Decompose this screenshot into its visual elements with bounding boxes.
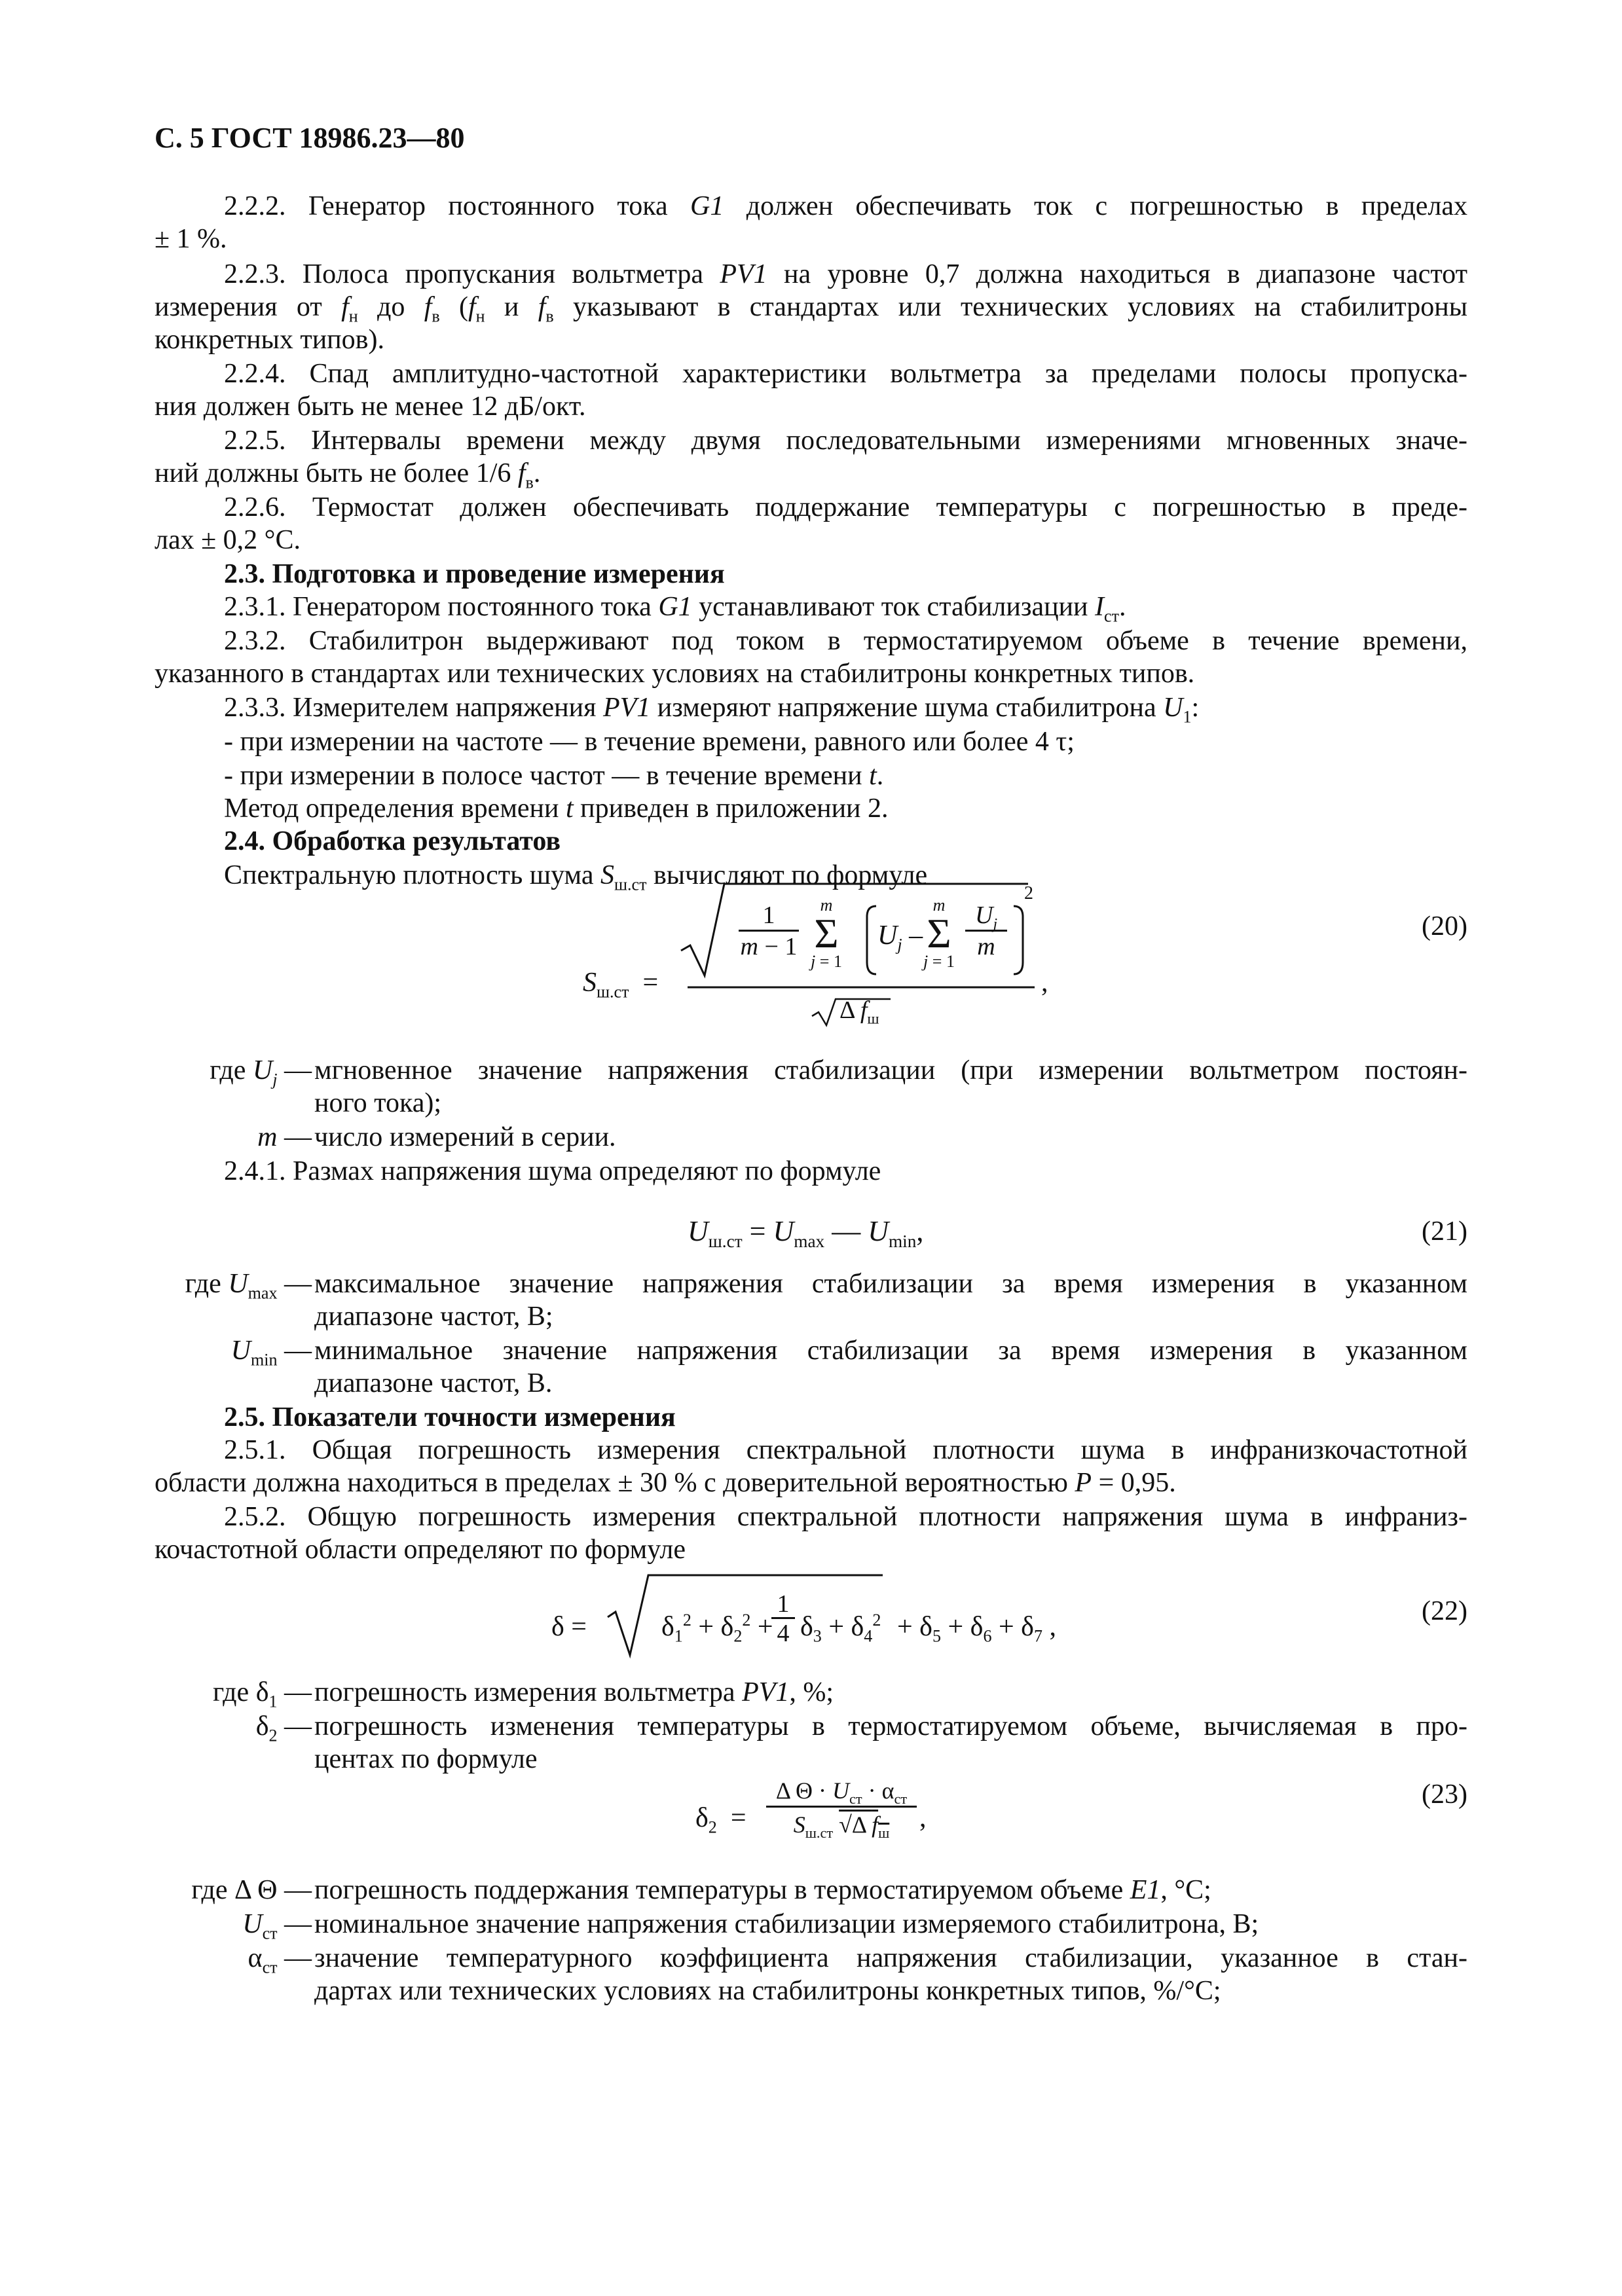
paragraph-2-3-2-line1: 2.3.2. Стабилитрон выдерживают под током в термостатируемом объеме в течение времени, xyxy=(224,626,1467,656)
term-umax: где $U_{max}$ — xyxy=(185,1269,312,1303)
paragraph-2-2-3-line2: измерения от $f_н$ до $f_в$ ($f_н$ и $f_в$ указывают в стандартах или технических условиях на стабилитроны xyxy=(155,292,1467,326)
section-heading-2-3: 2.3. Подготовка и проведение измерения xyxy=(224,559,725,589)
paragraph-2-2-5-line1: 2.2.5. Интервалы времени между двумя последовательными измерениями мгновенных значе- xyxy=(224,426,1467,456)
paragraph-2-2-4-line2: ния должен быть не менее 12 дБ/окт. xyxy=(155,392,586,422)
formula-20-uj-over-m: $U_j$ m xyxy=(965,901,1007,962)
paragraph-2-3-3: 2.3.3. Измерителем напряжения PV1 измеряют напряжение шума стабилитрона $U_1$: xyxy=(224,693,1200,727)
term-delta2-definition-line2: центах по формуле xyxy=(314,1744,538,1774)
formula-number-20: (20) xyxy=(1422,911,1467,941)
paragraph-2-2-6-line2: лах ± 0,2 °С. xyxy=(155,525,301,555)
formula-number-23: (23) xyxy=(1422,1779,1467,1810)
paragraph-2-2-2-line2: ± 1 %. xyxy=(155,224,227,254)
formula-20-one-over: 1 m − 1 xyxy=(739,901,799,962)
paragraph-method-note: Метод определения времени t приведен в приложении 2. xyxy=(224,793,889,824)
formula-23-lhs: $\delta_2$ = xyxy=(695,1803,746,1837)
term-delta1-definition: погрешность измерения вольтметра PV1, %; xyxy=(314,1677,834,1707)
paragraph-2-3-2-line2: указанного в стандартах или технических условиях на стабилитроны конкретных типов. xyxy=(155,659,1195,689)
paragraph-2-5-1-line1: 2.5.1. Общая погрешность измерения спектральной плотности шума в инфранизкочастотной xyxy=(224,1435,1467,1465)
term-umin-definition-line1: минимальное значение напряжения стабилизации за время измерения в указанном xyxy=(314,1336,1467,1366)
formula-20-sum-1: m Σ j = 1 xyxy=(811,896,842,971)
paragraph-2-2-4-line1: 2.2.4. Спад амплитудно-частотной характеристики вольтметра за пределами полосы пропуска- xyxy=(224,359,1467,389)
formula-22-lhs: δ = xyxy=(551,1612,587,1642)
formula-20-denominator: Δ $f_ш$ xyxy=(839,996,879,1028)
term-uj-definition-line2: ного тока); xyxy=(314,1088,442,1118)
term-uj: где $U_j$ — xyxy=(210,1055,312,1089)
paragraph-2-2-3-line1: 2.2.3. Полоса пропускания вольтметра PV1 на уровне 0,7 должна находиться в диапазоне частот xyxy=(224,259,1467,289)
paragraph-2-4-1: 2.4.1. Размах напряжения шума определяют по формуле xyxy=(224,1156,881,1186)
term-umax-definition-line1: максимальное значение напряжения стабилизации за время измерения в указанном xyxy=(314,1269,1467,1299)
term-delta2: $\delta_2$ — xyxy=(255,1711,312,1745)
page-header: С. 5 ГОСТ 18986.23—80 xyxy=(155,122,465,154)
formula-23-fraction: Δ $\Theta \cdot U_{ст} \cdot \alpha_{ст}$ $S_{ш.ст}$ √Δ $f_ш$ xyxy=(766,1776,917,1842)
paragraph-2-3-1: 2.3.1. Генератором постоянного тока G1 устанавливают ток стабилизации $I_{ст}$. xyxy=(224,592,1126,626)
term-alpha-definition-line1: значение температурного коэффициента напряжения стабилизации, указанное в стан- xyxy=(314,1943,1467,1973)
formula-20-uj: $U_j$ – xyxy=(877,920,923,955)
term-umin-definition-line2: диапазоне частот, В. xyxy=(314,1368,553,1398)
formula-22-radicand-a: $\delta_1^2 + \delta_2^2$ + xyxy=(661,1611,773,1646)
paragraph-2-2-2-line1: 2.2.2. Генератор постоянного тока G1 должен обеспечивать ток с погрешностью в пределах xyxy=(224,191,1468,221)
paragraph-2-4-intro: Спектральную плотность шума $S_{ш.ст}$ вычисляют по формуле xyxy=(224,860,928,894)
term-m-definition: число измерений в серии. xyxy=(314,1122,616,1152)
formula-21: $U_{ш.ст} = U_{max}$ — $U_{min}$, xyxy=(688,1215,924,1251)
term-uj-definition-line1: мгновенное значение напряжения стабилизации (при измерении вольтметром постоян- xyxy=(314,1055,1467,1085)
formula-20-lhs: $S_{ш.ст}$ = xyxy=(583,968,659,1002)
term-umin: $U_{min}$ — xyxy=(230,1336,312,1370)
term-delta2-definition-line1: погрешность изменения температуры в термостатируемом объеме, вычисляемая в про- xyxy=(314,1711,1467,1741)
term-ust: $U_{ст}$ — xyxy=(242,1909,312,1943)
paragraph-2-2-5-line2: ний должны быть не более 1/6 $f_в$. xyxy=(155,458,541,492)
formula-20-sum-2: m Σ j = 1 xyxy=(923,896,955,971)
formula-20-exponent: 2 xyxy=(1024,883,1033,903)
term-umax-definition-line2: диапазоне частот, В; xyxy=(314,1302,553,1332)
formula-number-22: (22) xyxy=(1422,1596,1467,1626)
list-item-band: - при измерении в полосе частот — в течение времени t. xyxy=(224,761,884,791)
formula-22-quarter: 1 4 xyxy=(771,1591,795,1648)
section-heading-2-4: 2.4. Обработка результатов xyxy=(224,826,561,856)
formula-22-radicand-b: $\delta_3 + \delta_4^2$ xyxy=(800,1611,881,1646)
term-delta1: где $\delta_1$ — xyxy=(213,1677,312,1711)
term-alpha-definition-line2: дартах или технических условиях на стабилитроны конкретных типов, %/°С; xyxy=(314,1976,1221,2006)
term-m: m — xyxy=(257,1122,312,1152)
term-alpha: $\alpha_{ст}$ — xyxy=(248,1943,312,1977)
formula-23-comma: , xyxy=(919,1803,927,1833)
formula-number-21: (21) xyxy=(1422,1216,1467,1247)
section-heading-2-5: 2.5. Показатели точности измерения xyxy=(224,1402,676,1432)
paragraph-2-2-6-line1: 2.2.6. Термостат должен обеспечивать поддержание температуры с погрешностью в преде- xyxy=(224,492,1467,522)
term-delta-theta-definition: погрешность поддержания температуры в термостатируемом объеме E1, °С; xyxy=(314,1875,1211,1905)
term-ust-definition: номинальное значение напряжения стабилизации измеряемого стабилитрона, В; xyxy=(314,1909,1259,1939)
paragraph-2-5-2-line1: 2.5.2. Общую погрешность измерения спектральной плотности напряжения шума в инфраниз- xyxy=(224,1502,1467,1532)
formula-20-comma: , xyxy=(1041,968,1048,998)
list-item-frequency: - при измерении на частоте — в течение времени, равного или более 4 τ; xyxy=(224,727,1075,757)
paragraph-2-5-2-line2: кочастотной области определяют по формуле xyxy=(155,1535,686,1565)
paragraph-2-2-3-line3: конкретных типов). xyxy=(155,325,384,355)
term-delta-theta: где Δ Θ — xyxy=(191,1875,312,1905)
formula-22-tail: + $\delta_5 + \delta_6 + \delta_7$ , xyxy=(897,1612,1056,1646)
paragraph-2-5-1-line2: области должна находиться в пределах ± 30 % с доверительной вероятностью P = 0,95. xyxy=(155,1468,1176,1498)
